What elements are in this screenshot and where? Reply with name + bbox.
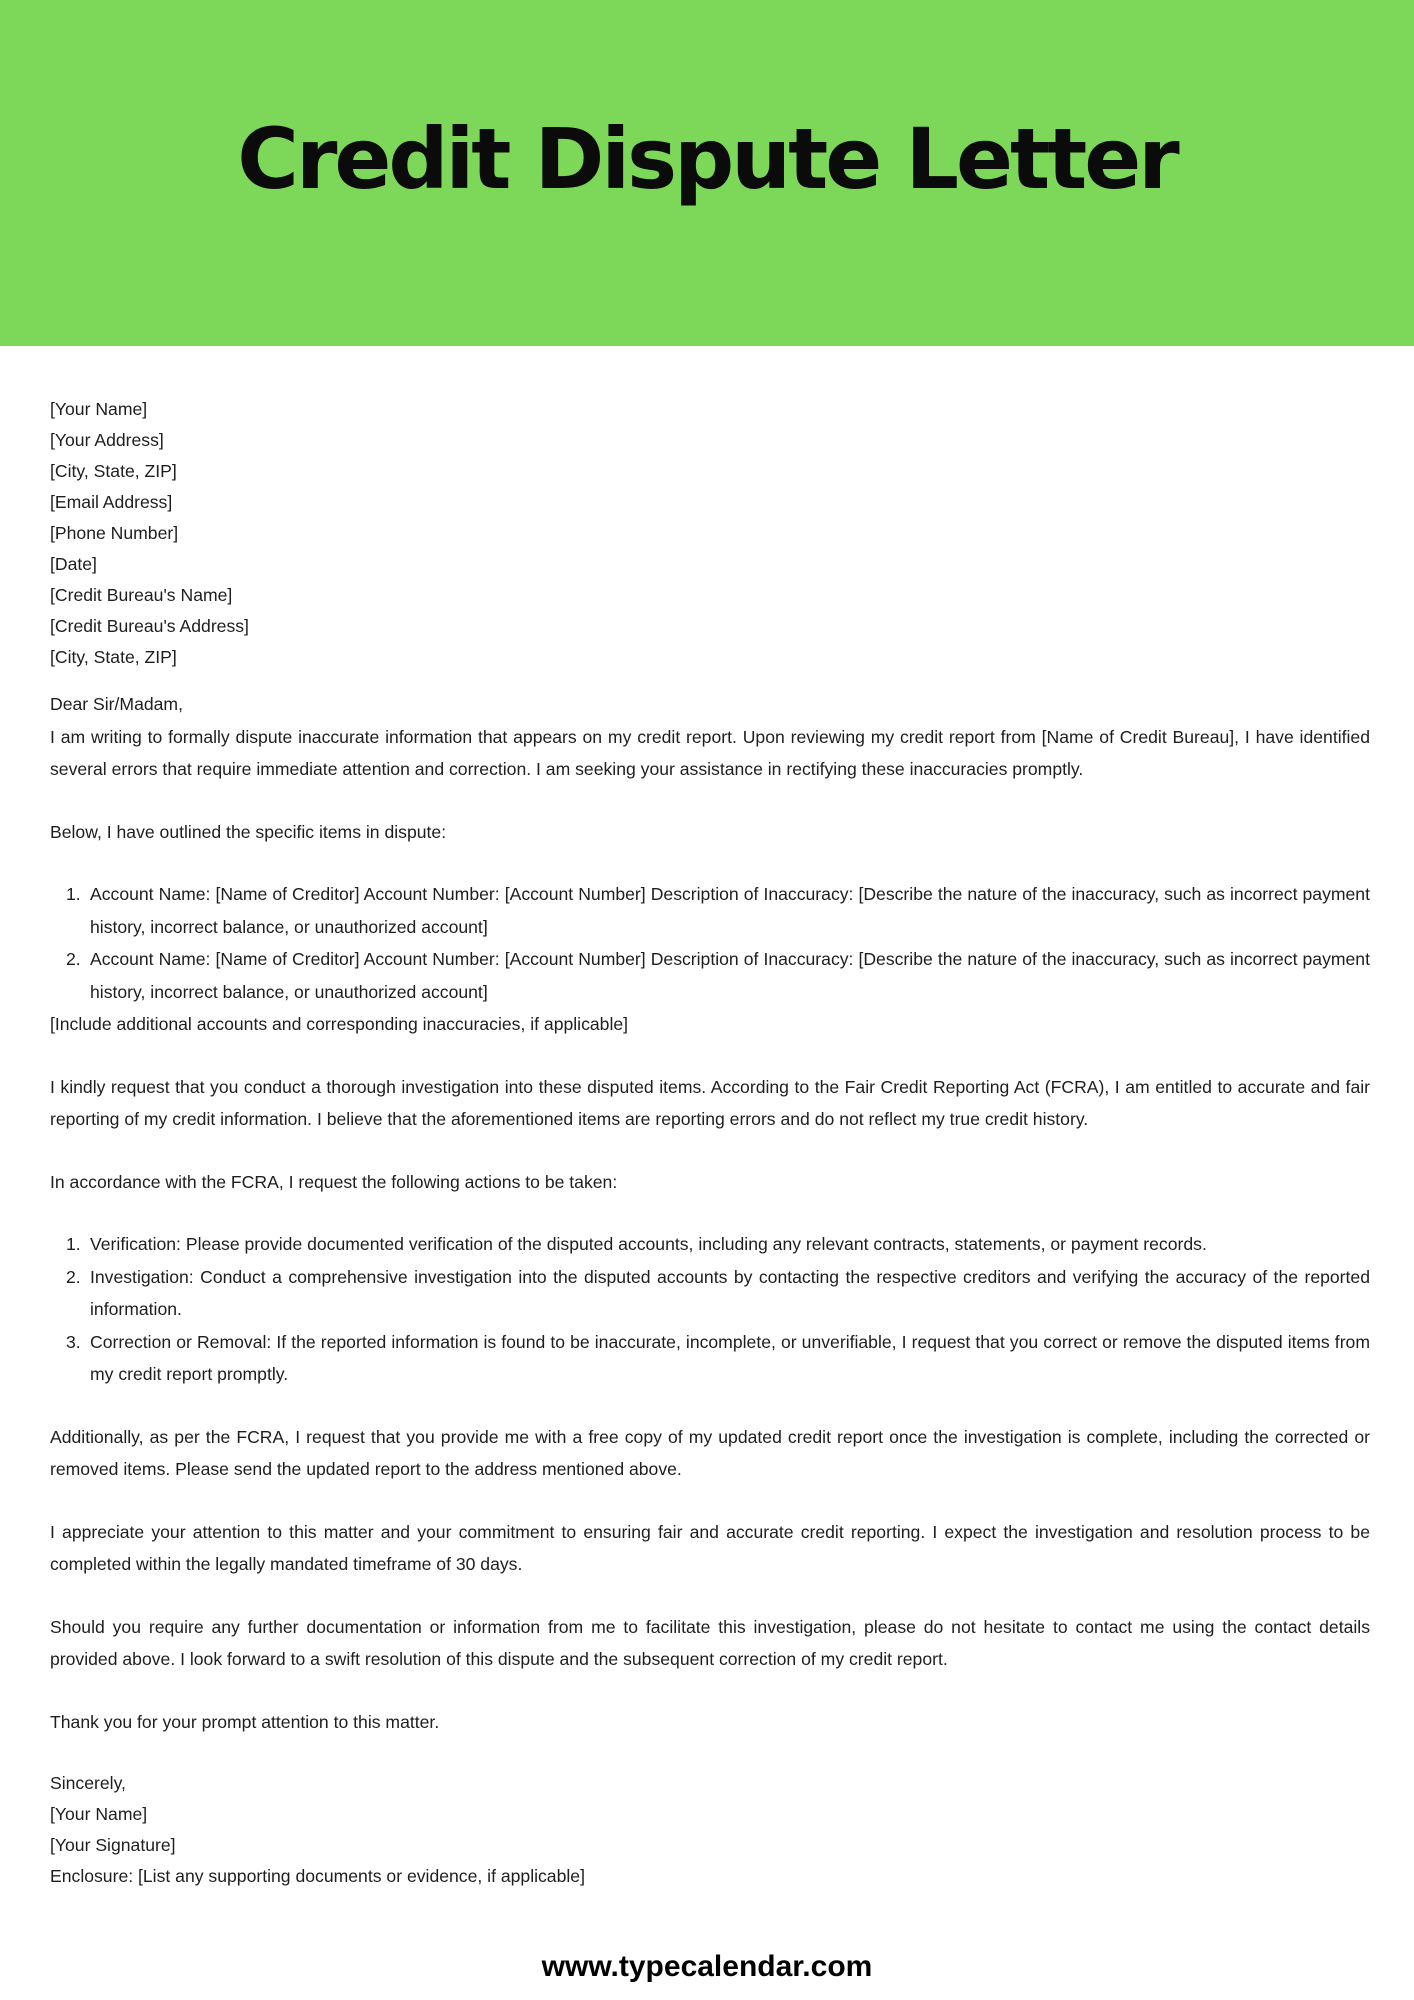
list-item: Investigation: Conduct a comprehensive investigation into the disputed accounts by contacting the respective creditors and verifying the accuracy of the reported information. (90, 1266, 1370, 1319)
contact-paragraph: Should you require any further documentation or information from me to facilitate this investigation, please do not hesitate to contact me using the contact details provided above. I look forward to a swift resolution of this dispute and the subsequent correction of my credit report. (50, 1616, 1370, 1669)
website-footer: www.typecalendar.com (541, 1950, 873, 1983)
signature-block (50, 1768, 1370, 1892)
signature-line: Enclosure: [List any supporting documents or evidence, if applicable] (50, 1866, 585, 1886)
list-item: Correction or Removal: If the reported information is found to be inaccurate, incomplete, or unverifiable, I request that you correct or remove the disputed items from my credit report promptly. (90, 1331, 1370, 1384)
list-item: Account Name: [Name of Creditor] Account Number: [Account Number] Description of Inaccuracy: [Describe the nature of the inaccuracy, such as incorrect payment history, incorrect balance, or unauthorized account] (90, 949, 1370, 1002)
actions-intro: In accordance with the FCRA, I request the following actions to be taken: (50, 1171, 618, 1192)
dispute-intro: Below, I have outlined the specific items in dispute: (50, 821, 447, 842)
header-banner (0, 0, 1414, 346)
free-copy-paragraph: Additionally, as per the FCRA, I request that you provide me with a free copy of my updated credit report once the investigation is complete, including the corrected or removed items. Please send the updated report to the address mentioned above. (50, 1426, 1370, 1479)
sender-line: [Your Address] (50, 430, 164, 450)
additional-accounts-note: [Include additional accounts and corresponding inaccuracies, if applicable] (50, 1014, 629, 1034)
sender-line: [Credit Bureau's Name] (50, 585, 233, 605)
appreciation-paragraph: I appreciate your attention to this matter and your commitment to ensuring fair and accurate credit reporting. I expect the investigation and resolution process to be completed within the legally mandated timeframe of 30 days. (50, 1521, 1370, 1574)
sender-line: [Credit Bureau's Address] (50, 616, 249, 636)
salutation-block (50, 688, 1370, 786)
sender-line: [Phone Number] (50, 523, 179, 543)
disputed-items-list (50, 878, 1370, 1008)
sender-line: [City, State, ZIP] (50, 647, 177, 667)
signature-line: [Your Signature] (50, 1835, 176, 1855)
letter-body (0, 394, 1414, 1892)
signature-line: [Your Name] (50, 1804, 148, 1824)
salutation: Dear Sir/Madam, (50, 694, 183, 714)
list-item: Verification: Please provide documented verification of the disputed accounts, including any relevant contracts, statements, or payment records. (90, 1234, 1207, 1254)
sender-line: [City, State, ZIP] (50, 461, 177, 481)
sender-line: [Email Address] (50, 492, 173, 512)
sender-line: [Your Name] (50, 399, 148, 419)
sender-line: [Date] (50, 554, 97, 574)
requested-actions-list (50, 1228, 1370, 1391)
list-item: Account Name: [Name of Creditor] Account Number: [Account Number] Description of Inaccuracy: [Describe the nature of the inaccuracy, such as incorrect payment history, incorrect balance, or unauthorized account] (90, 884, 1370, 937)
sender-address-block (50, 394, 1370, 673)
closing-line: Thank you for your prompt attention to this matter. (50, 1711, 440, 1732)
signoff: Sincerely, (50, 1773, 126, 1793)
investigation-request-paragraph: I kindly request that you conduct a thorough investigation into these disputed items. According to the Fair Credit Reporting Act (FCRA), I am entitled to accurate and fair reporting of my credit information. I believe that the aforementioned items are reporting errors and do not reflect my true credit history. (50, 1076, 1370, 1129)
opening-paragraph: I am writing to formally dispute inaccurate information that appears on my credit report. Upon reviewing my credit report from [Name of Credit Bureau], I have identified several errors that require immediate attention and correction. I am seeking your assistance in rectifying these inaccuracies promptly. (50, 726, 1370, 779)
page-title: Credit Dispute Letter (237, 110, 1177, 208)
